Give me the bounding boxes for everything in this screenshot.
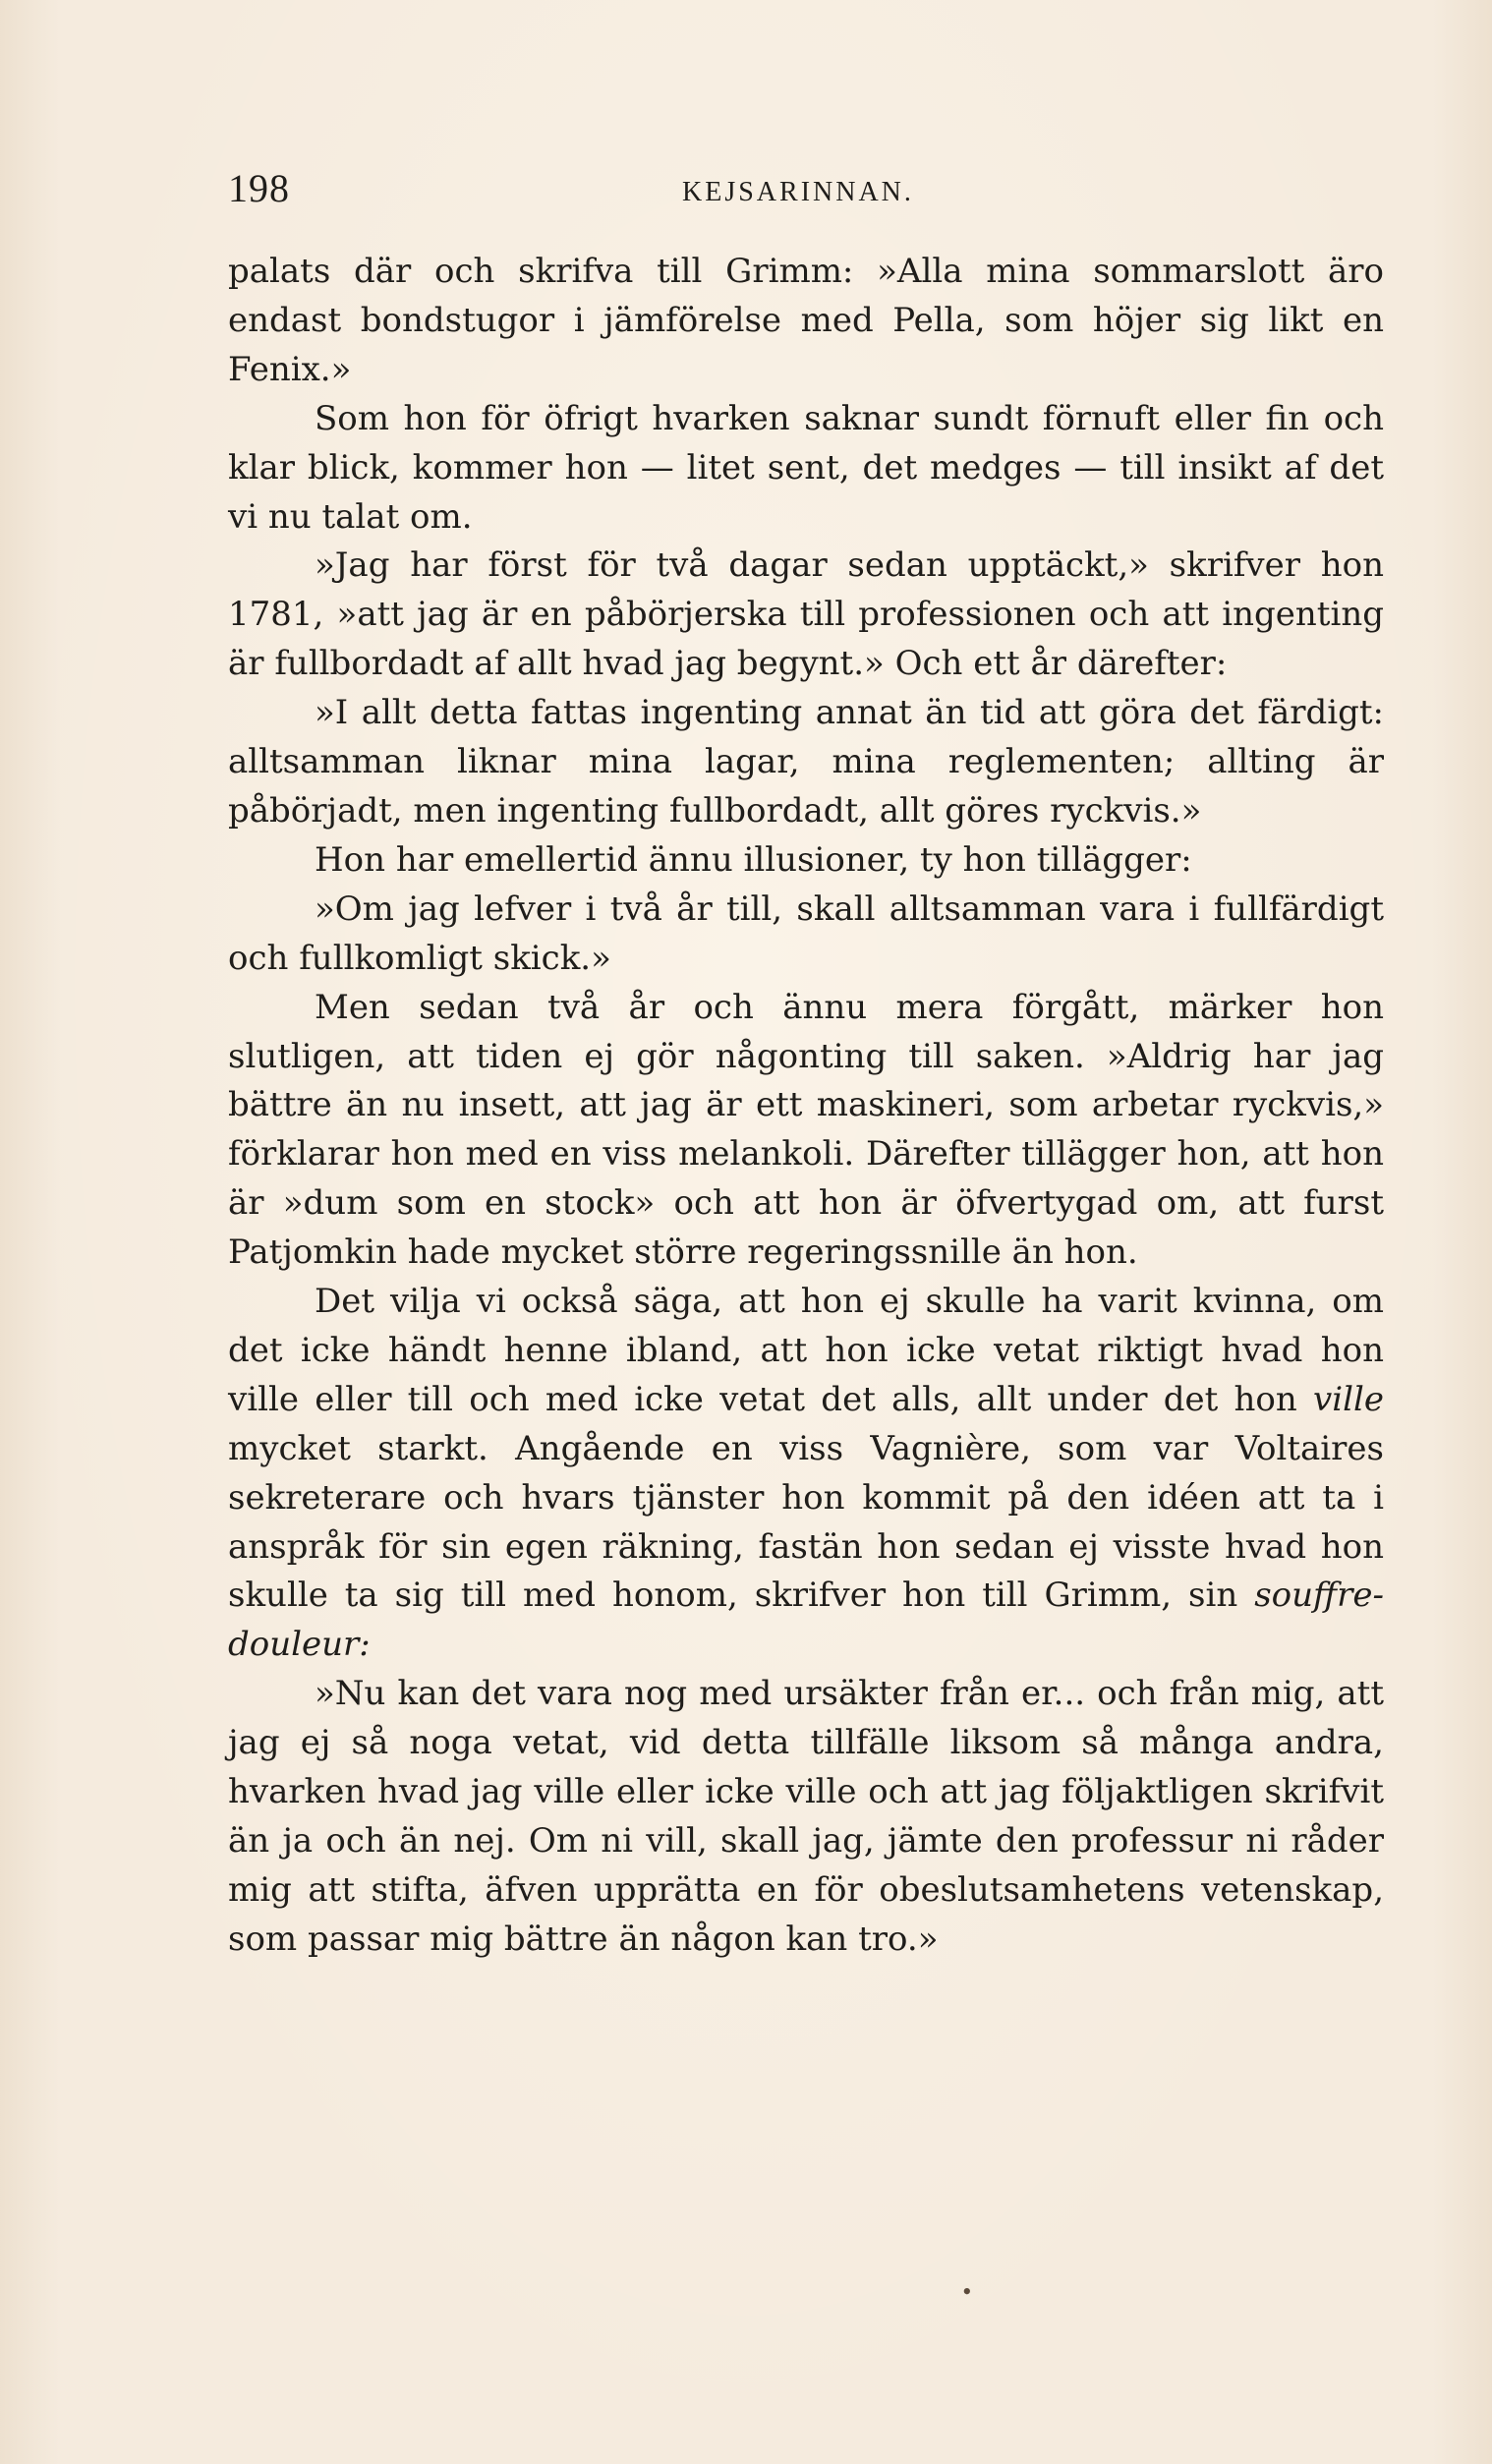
paragraph-9: »Nu kan det vara nog med ursäkter från er... och från mig, att jag ej så noga vetat, vid detta tillfälle liksom så många andra, hvarken hvad jag ville eller icke ville och att jag följaktligen skrifvit än ja och än nej. Om ni vill, skall jag, jämte den professur ni råder mig att stifta, äfven upprätta en för obeslutsamhetens vetenskap, som passar mig bättre än någon kan tro.»: [228, 1674, 1384, 1959]
paragraph-4: »I allt detta fattas ingenting annat än tid att göra det färdigt: alltsamman liknar mina lagar, mina reglementen; allting är påbörjadt, men ingenting fullbordadt, allt göres ryckvis.»: [228, 693, 1384, 831]
paragraph-2: Som hon för öfrigt hvarken saknar sundt förnuft eller fin och klar blick, kommer hon — litet sent, det medges — till insikt af det vi nu talat om.: [228, 398, 1384, 537]
running-head: KEJSARINNAN.: [682, 177, 914, 207]
paragraph-5: Hon har emellertid ännu illusioner, ty hon tillägger:: [315, 839, 1192, 880]
emphasis-souffre-douleur: souffre-douleur:: [228, 1576, 1384, 1665]
paragraph-8: [228, 1278, 1384, 1670]
page-header: [228, 165, 1384, 224]
paragraph-8-part-2: mycket starkt. Angående en viss Vagnière, som var Voltaires sekreterare och hvars tjänster hon kommit på den idéen att ta i anspråk för sin egen räkning, fastän hon sedan ej visste hvad hon skulle ta sig till med honom, skrifver hon till Grimm, sin: [228, 1428, 1384, 1616]
page-number: 198: [228, 166, 290, 210]
paragraph-6: »Om jag lefver i två år till, skall alltsamman vara i fullfärdigt och fullkomligt skick.»: [228, 888, 1384, 978]
emphasis-ville: ville: [1313, 1379, 1384, 1419]
paragraph-8-part-1: Det vilja vi också säga, att hon ej skulle ha varit kvinna, om det icke händt henne ibland, att hon icke vetat riktigt hvad hon ville eller till och med icke vetat det alls, allt under det hon: [228, 1282, 1384, 1419]
body-text: [228, 248, 1384, 1965]
paragraph-7: Men sedan två år och ännu mera förgått, märker hon slutligen, att tiden ej gör någonting till saken. »Aldrig har jag bättre än nu insett, att jag är ett maskineri, som arbetar ryckvis,» förklarar hon med en viss melankoli. Därefter tillägger hon, att hon är »dum som en stock» och att hon är öfvertygad om, att furst Patjomkin hade mycket större regeringssnille än hon.: [228, 987, 1384, 1273]
paragraph-1: palats där och skrifva till Grimm: »Alla mina sommarslott äro endast bondstugor i jämförelse med Pella, som höjer sig likt en Fenix.»: [228, 252, 1384, 389]
printer-mark: •: [962, 2277, 972, 2306]
paragraph-3: »Jag har först för två dagar sedan upptäckt,» skrifver hon 1781, »att jag är en påbörjerska till professionen och att ingenting är fullbordadt af allt hvad jag begynt.» Och ett år därefter:: [228, 545, 1384, 684]
